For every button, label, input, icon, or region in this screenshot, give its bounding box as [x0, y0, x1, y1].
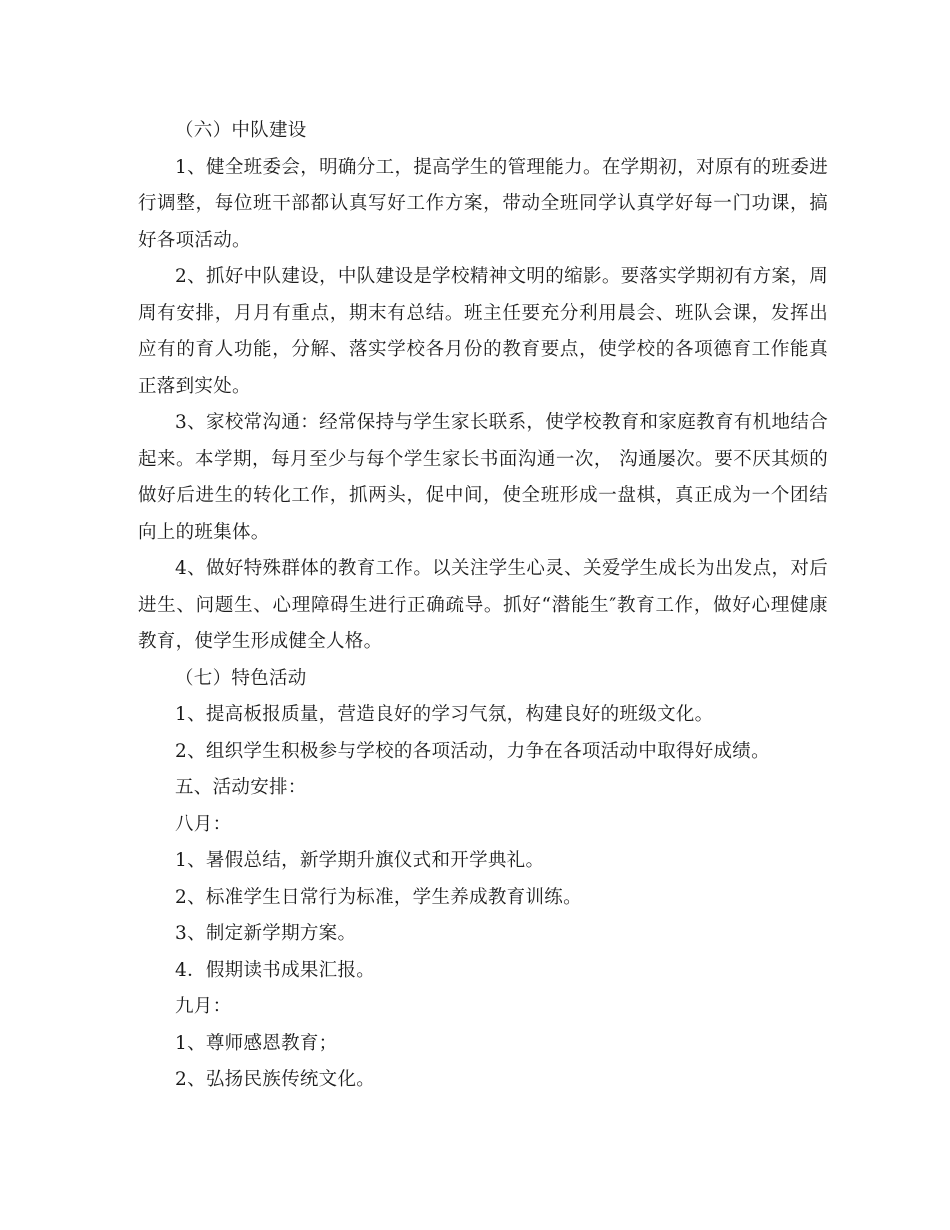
section-heading-anpai: 五、活动安排：: [175, 777, 307, 798]
paragraph-teshu: 4、做好特殊群体的教育工作。以关注学生心灵、关爱学生成长为出发点，对后进生、问题生、心理障碍生进行正确疏导。抓好“潜能生″教育工作，做好心理健康教育，使学生形成健全人格。: [138, 558, 828, 652]
heading-tese: （七）特色活动: [175, 667, 307, 689]
list-item-sep-2: 2、弘扬民族传统文化。: [175, 1069, 376, 1090]
paragraph-banweihui: 1、健全班委会，明确分工，提高学生的管理能力。在学期初，对原有的班委进行调整，每位班干部都认真写好工作方案，带动全班同学认真学好每一门功课，搞好各项活动。: [138, 156, 828, 251]
document-body: [138, 113, 828, 1099]
list-item-huodong: 2、组织学生积极参与学校的各项活动，力争在各项活动中取得好成绩。: [175, 740, 770, 762]
month-heading-august: 八月：: [175, 813, 232, 835]
list-item-banbao: 1、提高板报质量，营造良好的学习气氛，构建良好的班级文化。: [175, 704, 714, 725]
list-item-aug-4: 4．假期读书成果汇报。: [175, 959, 376, 981]
list-item-aug-1: 1、暑假总结，新学期升旗仪式和开学典礼。: [175, 850, 545, 871]
list-item-aug-2: 2、标准学生日常行为标准，学生养成教育训练。: [175, 886, 582, 908]
list-item-aug-3: 3、制定新学期方案。: [175, 923, 357, 944]
heading-zhongdui: （六）中队建设: [175, 120, 307, 141]
month-heading-september: 九月：: [175, 996, 232, 1017]
paragraph-jiaxiao: 3、家校常沟通：经常保持与学生家长联系，使学校教育和家庭教育有机地结合起来。本学期，每月至少与每个学生家长书面沟通一次， 沟通屡次。要不厌其烦的做好后进生的转化工作，抓两头，促中间，使全班形成一盘棋，真正成为一个团结向上的班集体。: [138, 412, 828, 543]
paragraph-zhongdui: 2、抓好中队建设，中队建设是学校精神文明的缩影。要落实学期初有方案，周周有安排，月月有重点，期末有总结。班主任要充分利用晨会、班队会课，发挥出应有的育人功能，分解、落实学校各月份的教育要点，使学校的各项德育工作能真正落到实处。: [138, 266, 828, 397]
list-item-sep-1: 1、尊师感恩教育；: [175, 1032, 338, 1054]
